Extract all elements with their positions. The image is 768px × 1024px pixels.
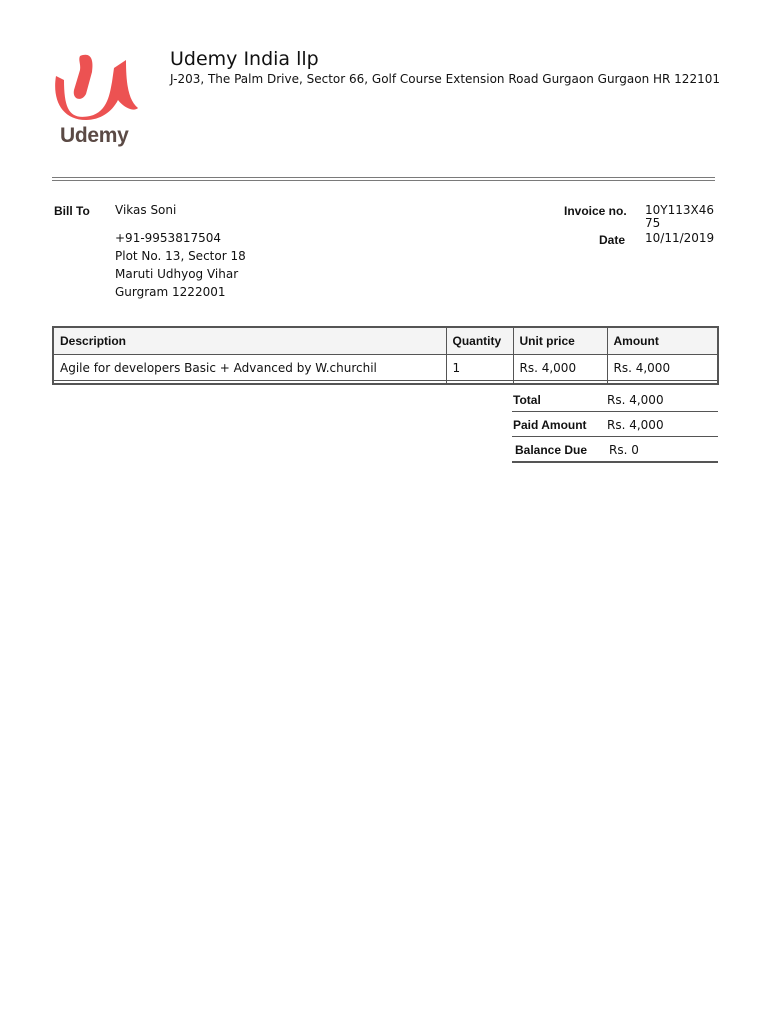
total-value: Rs. 4,000 [607,393,664,407]
column-header-unit-price: Unit price [513,327,607,355]
totals-block [512,387,718,463]
table-footer-spacer [53,381,718,385]
column-header-amount: Amount [607,327,718,355]
customer-address-line1: Plot No. 13, Sector 18 [115,249,246,263]
item-unit-price: Rs. 4,000 [513,355,607,381]
item-amount: Rs. 4,000 [607,355,718,381]
paid-amount-label: Paid Amount [513,418,587,432]
header-divider [52,177,715,181]
bill-to-label: Bill To [54,204,90,218]
line-items-table [52,326,719,385]
company-address: J-203, The Palm Drive, Sector 66, Golf Course Extension Road Gurgaon Gurgaon HR 122101 [170,72,720,86]
paid-amount-value: Rs. 4,000 [607,418,664,432]
customer-phone: +91-9953817504 [115,231,222,245]
item-quantity: 1 [446,355,513,381]
table-row [53,355,718,381]
balance-due-value: Rs. 0 [609,443,639,457]
invoice-number-label: Invoice no. [564,204,627,218]
invoice-number: 10Y113X4675 [645,203,714,230]
item-description: Agile for developers Basic + Advanced by W.churchil [53,355,446,381]
paid-amount-row [512,412,718,437]
invoice-date-label: Date [599,233,626,247]
total-row [512,387,718,412]
total-label: Total [513,393,541,407]
company-name: Udemy India llp [170,48,319,70]
customer-address-line3: Gurgram 1222001 [115,285,226,299]
column-header-quantity: Quantity [446,327,513,355]
column-header-description: Description [53,327,446,355]
customer-address-line2: Maruti Udhyog Vihar [115,267,239,281]
udemy-wordmark: Udemy [60,124,129,147]
table-header-row [53,327,718,355]
balance-due-row [512,437,718,463]
customer-name: Vikas Soni [115,203,177,217]
balance-due-label: Balance Due [515,443,588,457]
invoice-date: 10/11/2019 [645,231,715,245]
